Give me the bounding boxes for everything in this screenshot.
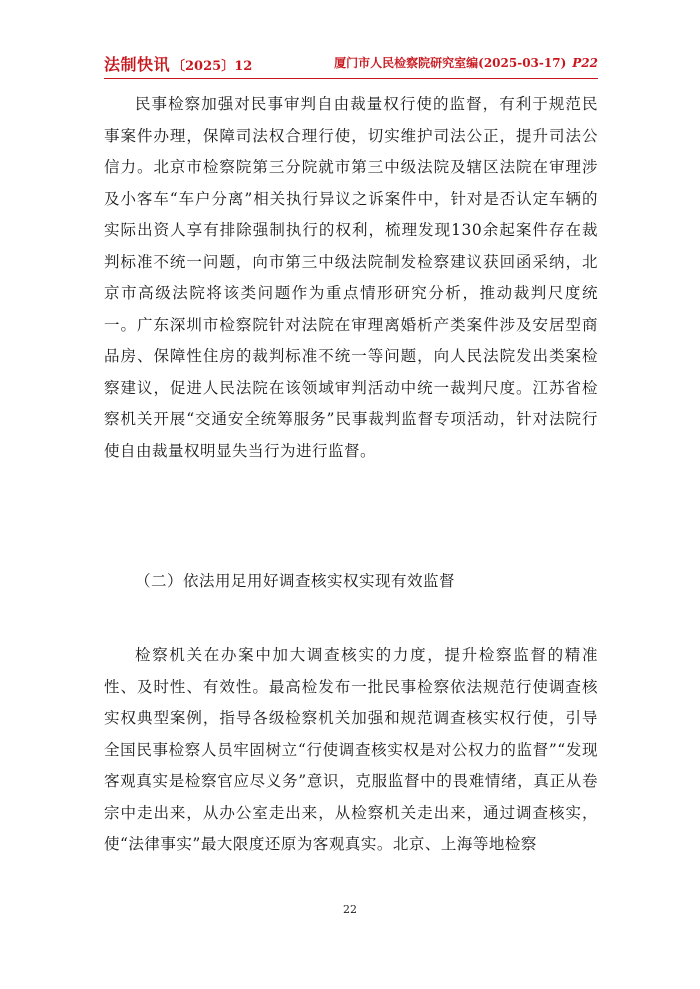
publisher-info: [334, 54, 598, 71]
page-header: [104, 52, 598, 76]
issue-number: 〔2025〕12: [172, 59, 253, 74]
brand-name: 法制快讯: [104, 55, 171, 74]
publisher-source: 厦门市人民检察院研究室编(2025-03-17): [334, 56, 567, 70]
header-divider: [104, 78, 598, 79]
body-paragraph: 检察机关在办案中加大调查核实的力度，提升检察监督的精准性、及时性、有效性。最高检发布一批民事检察依法规范行使调查核实权典型案例，指导各级检察机关加强和规范调查核实权行使，引导全国民事检察人员牢固树立“行使调查核实权是对公权力的监督”“发现客观真实是检察官应尽义务”意识，克服监督中的畏难情绪，真正从卷宗中走出来，从办公室走出来，从检察机关走出来，通过调查核实，使“法律事实”最大限度还原为客观真实。北京、上海等地检察: [104, 646, 598, 853]
page-number: 22: [343, 903, 357, 916]
publication-title: [104, 52, 252, 75]
page-reference: P22: [572, 56, 598, 70]
section-heading: （二）依法用足用好调查核实权实现有效监督: [135, 572, 456, 590]
body-paragraph: 民事检察加强对民事审判自由裁量权行使的监督，有利于规范民事案件办理，保障司法权合理行使，切实维护司法公正，提升司法公信力。北京市检察院第三分院就市第三中级法院及辖区法院在审理涉及小客车“车户分离”相关执行异议之诉案件中，针对是否认定车辆的实际出资人享有排除强制执行的权利，梳理发现130余起案件存在裁判标准不统一问题，向市第三中级法院制发检察建议获回函采纳，北京市高级法院将该类问题作为重点情形研究分析，推动裁判尺度统一。广东深圳市检察院针对法院在审理离婚析产类案件涉及安居型商品房、保障性住房的裁判标准不统一等问题，向人民法院发出类案检察建议，促进人民法院在该领域审判活动中统一裁判尺度。江苏省检察机关开展“交通安全统筹服务”民事裁判监督专项活动，针对法院行使自由裁量权明显失当行为进行监督。: [104, 95, 598, 460]
